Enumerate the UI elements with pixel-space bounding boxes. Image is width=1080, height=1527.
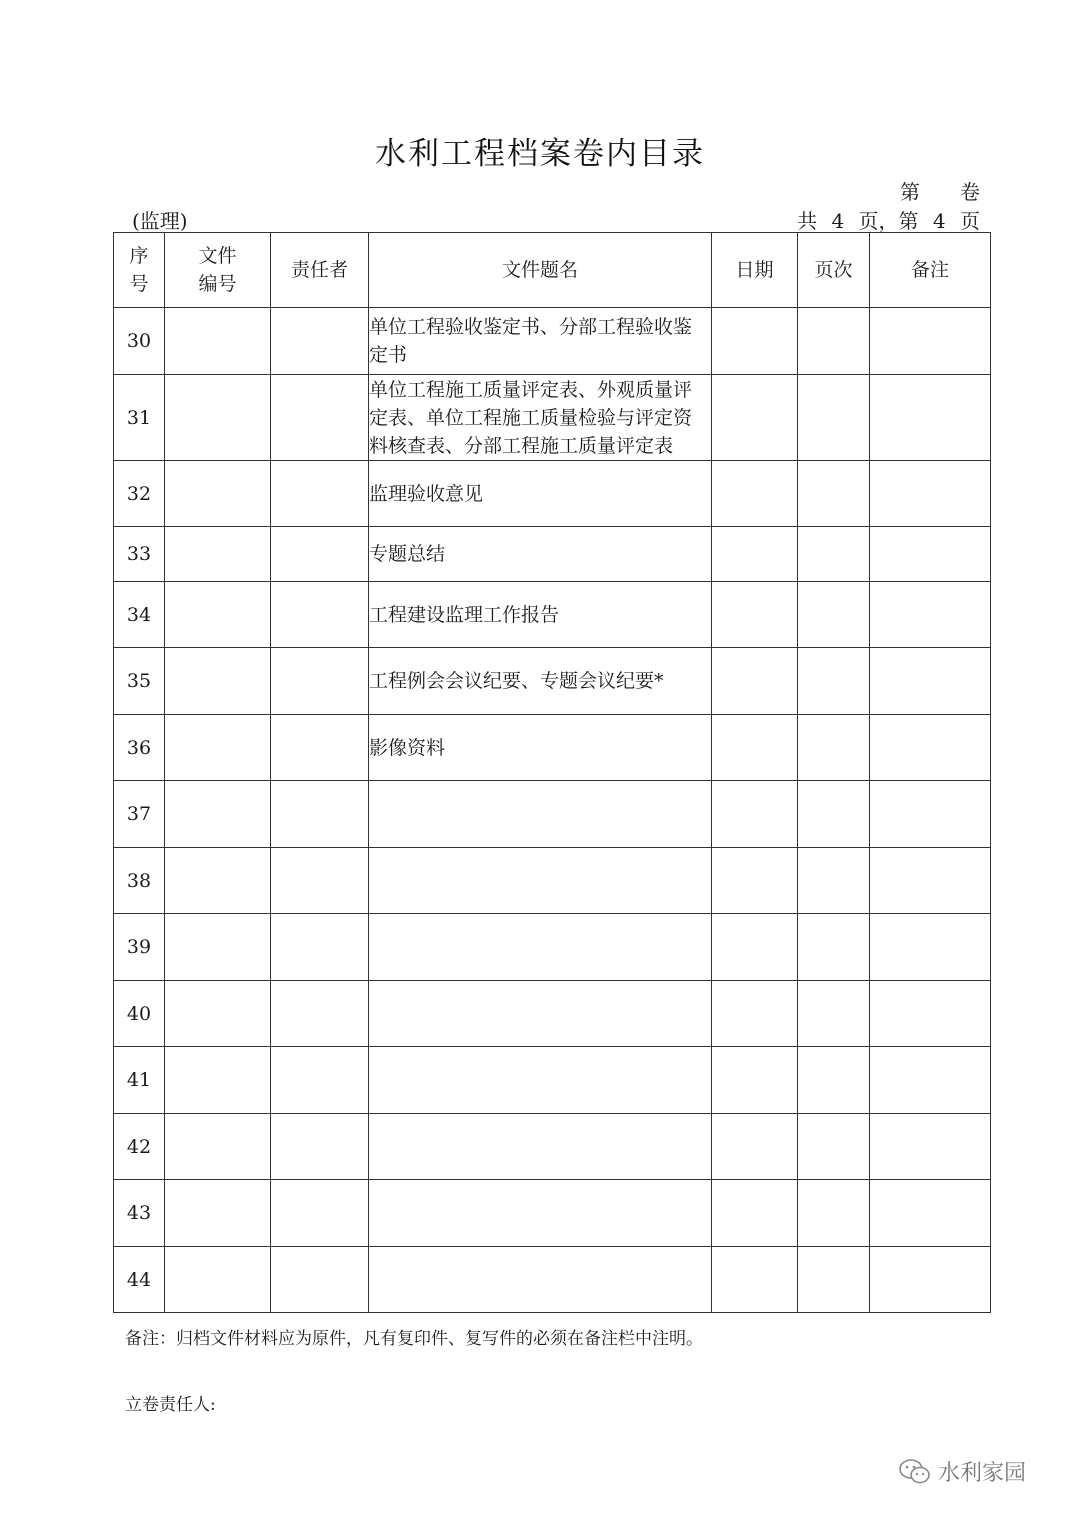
current-page: 4 [932,209,946,233]
table-row [114,308,991,375]
date-cell [712,981,798,1047]
doc-no-cell [165,1047,271,1114]
responsible-cell [271,308,369,375]
maker-label: 立卷责任人: [125,1395,216,1415]
responsible-cell [271,981,369,1047]
table-row [114,1180,991,1247]
seq-cell: 32 [114,461,165,527]
page-cell [798,582,870,648]
table-row [114,527,991,582]
doc-no-cell [165,1114,271,1180]
page-cell [798,914,870,981]
remark-cell [870,308,991,375]
doc-title-cell [369,1047,712,1114]
remark-cell [870,582,991,648]
remark-cell [870,848,991,914]
table-row [114,1247,991,1313]
page-word: 页，第 [858,209,919,233]
header-doc-no-line: 编号 [198,273,237,295]
remark-cell [870,981,991,1047]
remark-cell [870,914,991,981]
doc-no-cell [165,715,271,781]
doc-no-cell [165,914,271,981]
page-cell [798,527,870,582]
responsible-cell [271,914,369,981]
doc-title-cell [369,308,712,375]
doc-title-cell [369,648,712,715]
date-cell [712,1114,798,1180]
remark-cell [870,781,991,848]
page-cell [798,308,870,375]
seq-cell: 39 [114,914,165,981]
table-row [114,648,991,715]
seq-cell: 44 [114,1247,165,1313]
remark-cell [870,375,991,461]
doc-no-cell [165,848,271,914]
page-title: 水利工程档案卷内目录 [375,136,705,172]
watermark-text: 水利家园 [938,1461,1027,1486]
doc-no-cell [165,1247,271,1313]
page-cell [798,1114,870,1180]
seq-cell: 38 [114,848,165,914]
table-row [114,914,991,981]
responsible-cell [271,781,369,848]
date-cell [712,1047,798,1114]
doc-title-line: 定表、单位工程施工质量检验与评定资 [369,406,693,429]
remark-cell [870,461,991,527]
doc-title-cell [369,527,712,582]
catalog-body [114,308,991,1313]
doc-title-cell [369,461,712,527]
table-row [114,781,991,848]
responsible-cell [271,527,369,582]
header-seq-line: 序 [129,245,149,267]
seq-cell: 41 [114,1047,165,1114]
header-seq [114,233,165,308]
page-cell [798,1247,870,1313]
volume-suffix: 卷 [960,180,980,204]
date-cell [712,375,798,461]
responsible-cell [271,848,369,914]
seq-cell: 33 [114,527,165,582]
doc-no-cell [165,781,271,848]
remark-cell [870,1180,991,1247]
header-doc-no [165,233,271,308]
doc-no-cell [165,308,271,375]
doc-title-line: 监理验收意见 [369,482,484,505]
category-label: (监理) [132,209,188,233]
seq-cell: 42 [114,1114,165,1180]
doc-title-cell [369,1114,712,1180]
footer-note: 备注：归档文件材料应为原件，凡有复印件、复写件的必须在备注栏中注明。 [125,1329,703,1349]
date-cell [712,848,798,914]
remark-cell [870,1047,991,1114]
doc-no-cell [165,648,271,715]
responsible-cell [271,1247,369,1313]
page-cell [798,648,870,715]
doc-title-cell [369,914,712,981]
date-cell [712,781,798,848]
seq-cell: 37 [114,781,165,848]
seq-cell: 34 [114,582,165,648]
seq-cell: 36 [114,715,165,781]
responsible-cell [271,582,369,648]
responsible-cell [271,1180,369,1247]
date-cell [712,461,798,527]
doc-title-line: 定书 [369,344,408,366]
page-cell [798,1180,870,1247]
page-cell [798,781,870,848]
doc-no-cell [165,461,271,527]
doc-no-cell [165,981,271,1047]
doc-title-line: 工程例会会议纪要、专题会议纪要* [369,670,664,692]
remark-cell [870,1247,991,1313]
doc-title-line: 单位工程验收鉴定书、分部工程验收鉴 [369,316,693,338]
doc-title-cell [369,1247,712,1313]
doc-title-cell [369,375,712,461]
responsible-cell [271,715,369,781]
page-cell [798,715,870,781]
doc-title-line: 影像资料 [369,736,446,759]
responsible-cell [271,648,369,715]
seq-cell: 35 [114,648,165,715]
responsible-cell [271,375,369,461]
doc-title-cell [369,582,712,648]
table-row [114,1114,991,1180]
total-label: 共 [797,209,818,233]
doc-title-cell [369,1180,712,1247]
header-remark: 备注 [870,233,991,308]
doc-title-cell [369,715,712,781]
doc-no-cell [165,527,271,582]
table-row [114,715,991,781]
header-page: 页次 [798,233,870,308]
page-count [789,205,980,234]
header-doc-title: 文件题名 [369,233,712,308]
date-cell [712,715,798,781]
table-row [114,1047,991,1114]
date-cell [712,648,798,715]
doc-title-cell [369,848,712,914]
doc-no-cell [165,375,271,461]
date-cell [712,582,798,648]
header-doc-no-line: 文件 [198,245,237,267]
date-cell [712,914,798,981]
wechat-icon [898,1458,932,1486]
seq-cell: 40 [114,981,165,1047]
catalog-table [113,232,991,1313]
page-cell [798,848,870,914]
header-seq-line: 号 [129,273,149,295]
volume-prefix: 第 [900,180,920,204]
header-row [114,233,991,308]
header-date: 日期 [712,233,798,308]
doc-no-cell [165,1180,271,1247]
page-cell [798,461,870,527]
doc-title-line: 单位工程施工质量评定表、外观质量评 [369,378,693,401]
seq-cell: 30 [114,308,165,375]
remark-cell [870,527,991,582]
total-pages: 4 [831,209,845,233]
seq-cell: 31 [114,375,165,461]
remark-cell [870,648,991,715]
date-cell [712,308,798,375]
responsible-cell [271,1114,369,1180]
responsible-cell [271,1047,369,1114]
doc-title-cell [369,981,712,1047]
table-row [114,461,991,527]
end-word: 页 [960,209,980,233]
page-cell [798,1047,870,1114]
remark-cell [870,715,991,781]
doc-title-line: 料核查表、分部工程施工质量评定表 [369,434,674,457]
table-row [114,848,991,914]
table-row [114,981,991,1047]
seq-cell: 43 [114,1180,165,1247]
responsible-cell [271,461,369,527]
watermark [898,1456,1026,1487]
page-cell [798,375,870,461]
date-cell [712,527,798,582]
doc-title-cell [369,781,712,848]
remark-cell [870,1114,991,1180]
doc-no-cell [165,582,271,648]
date-cell [712,1180,798,1247]
doc-title-line: 专题总结 [369,543,446,565]
table-row [114,582,991,648]
table-row [114,375,991,461]
date-cell [712,1247,798,1313]
page-cell [798,981,870,1047]
volume-label [900,176,980,205]
doc-title-line: 工程建设监理工作报告 [369,603,560,626]
header-responsible: 责任者 [271,233,369,308]
